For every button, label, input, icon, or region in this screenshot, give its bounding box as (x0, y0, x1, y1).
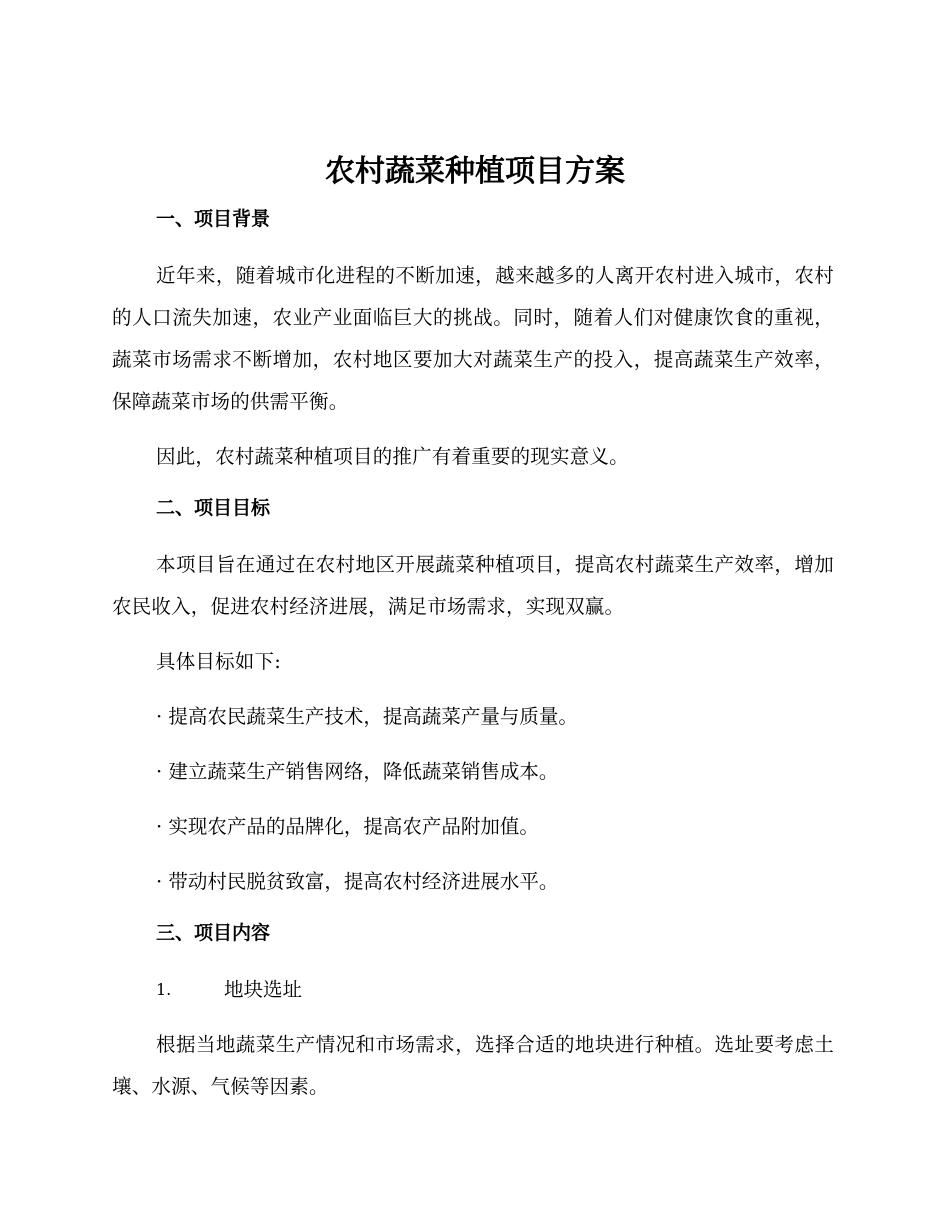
list-item: · 建立蔬菜生产销售网络，降低蔬菜销售成本。 (156, 760, 559, 783)
paragraph: 根据当地蔬菜生产情况和市场需求，选择合适的地块进行种植。选址要考虑土壤、水源、气候等因素。 (112, 1033, 834, 1098)
section-background (112, 202, 834, 478)
section-heading: 一、项目背景 (156, 208, 271, 230)
section-goals (112, 491, 834, 903)
list-item: · 提高农民蔬菜生产技术，提高蔬菜产量与质量。 (156, 705, 578, 728)
item-number: 1. (156, 980, 172, 999)
list-item: · 带动村民脱贫致富，提高农村经济进展水平。 (156, 870, 559, 893)
section-content (112, 916, 834, 1108)
paragraph: 具体目标如下: (156, 650, 281, 673)
paragraph: 近年来，随着城市化进程的不断加速，越来越多的人离开农村进入城市，农村的人口流失加速，农业产业面临巨大的挑战。同时，随着人们对健康饮食的重视，蔬菜市场需求不断增加，农村地区要加大对蔬菜生产的投入，提高蔬菜生产效率，保障蔬菜市场的供需平衡。 (112, 264, 834, 413)
paragraph: 因此，农村蔬菜种植项目的推广有着重要的现实意义。 (156, 445, 629, 468)
section-heading: 二、项目目标 (156, 497, 271, 519)
list-item: · 实现农产品的品牌化，提高农产品附加值。 (156, 815, 539, 838)
section-heading: 三、项目内容 (156, 922, 271, 944)
document-title: 农村蔬菜种植项目方案 (325, 154, 625, 189)
document-body (112, 202, 834, 1121)
paragraph: 本项目旨在通过在农村地区开展蔬菜种植项目，提高农村蔬菜生产效率，增加农民收入，促进农村经济进展，满足市场需求，实现双赢。 (112, 553, 834, 618)
numbered-item (112, 969, 834, 1011)
item-label: 地块选址 (224, 978, 303, 1001)
